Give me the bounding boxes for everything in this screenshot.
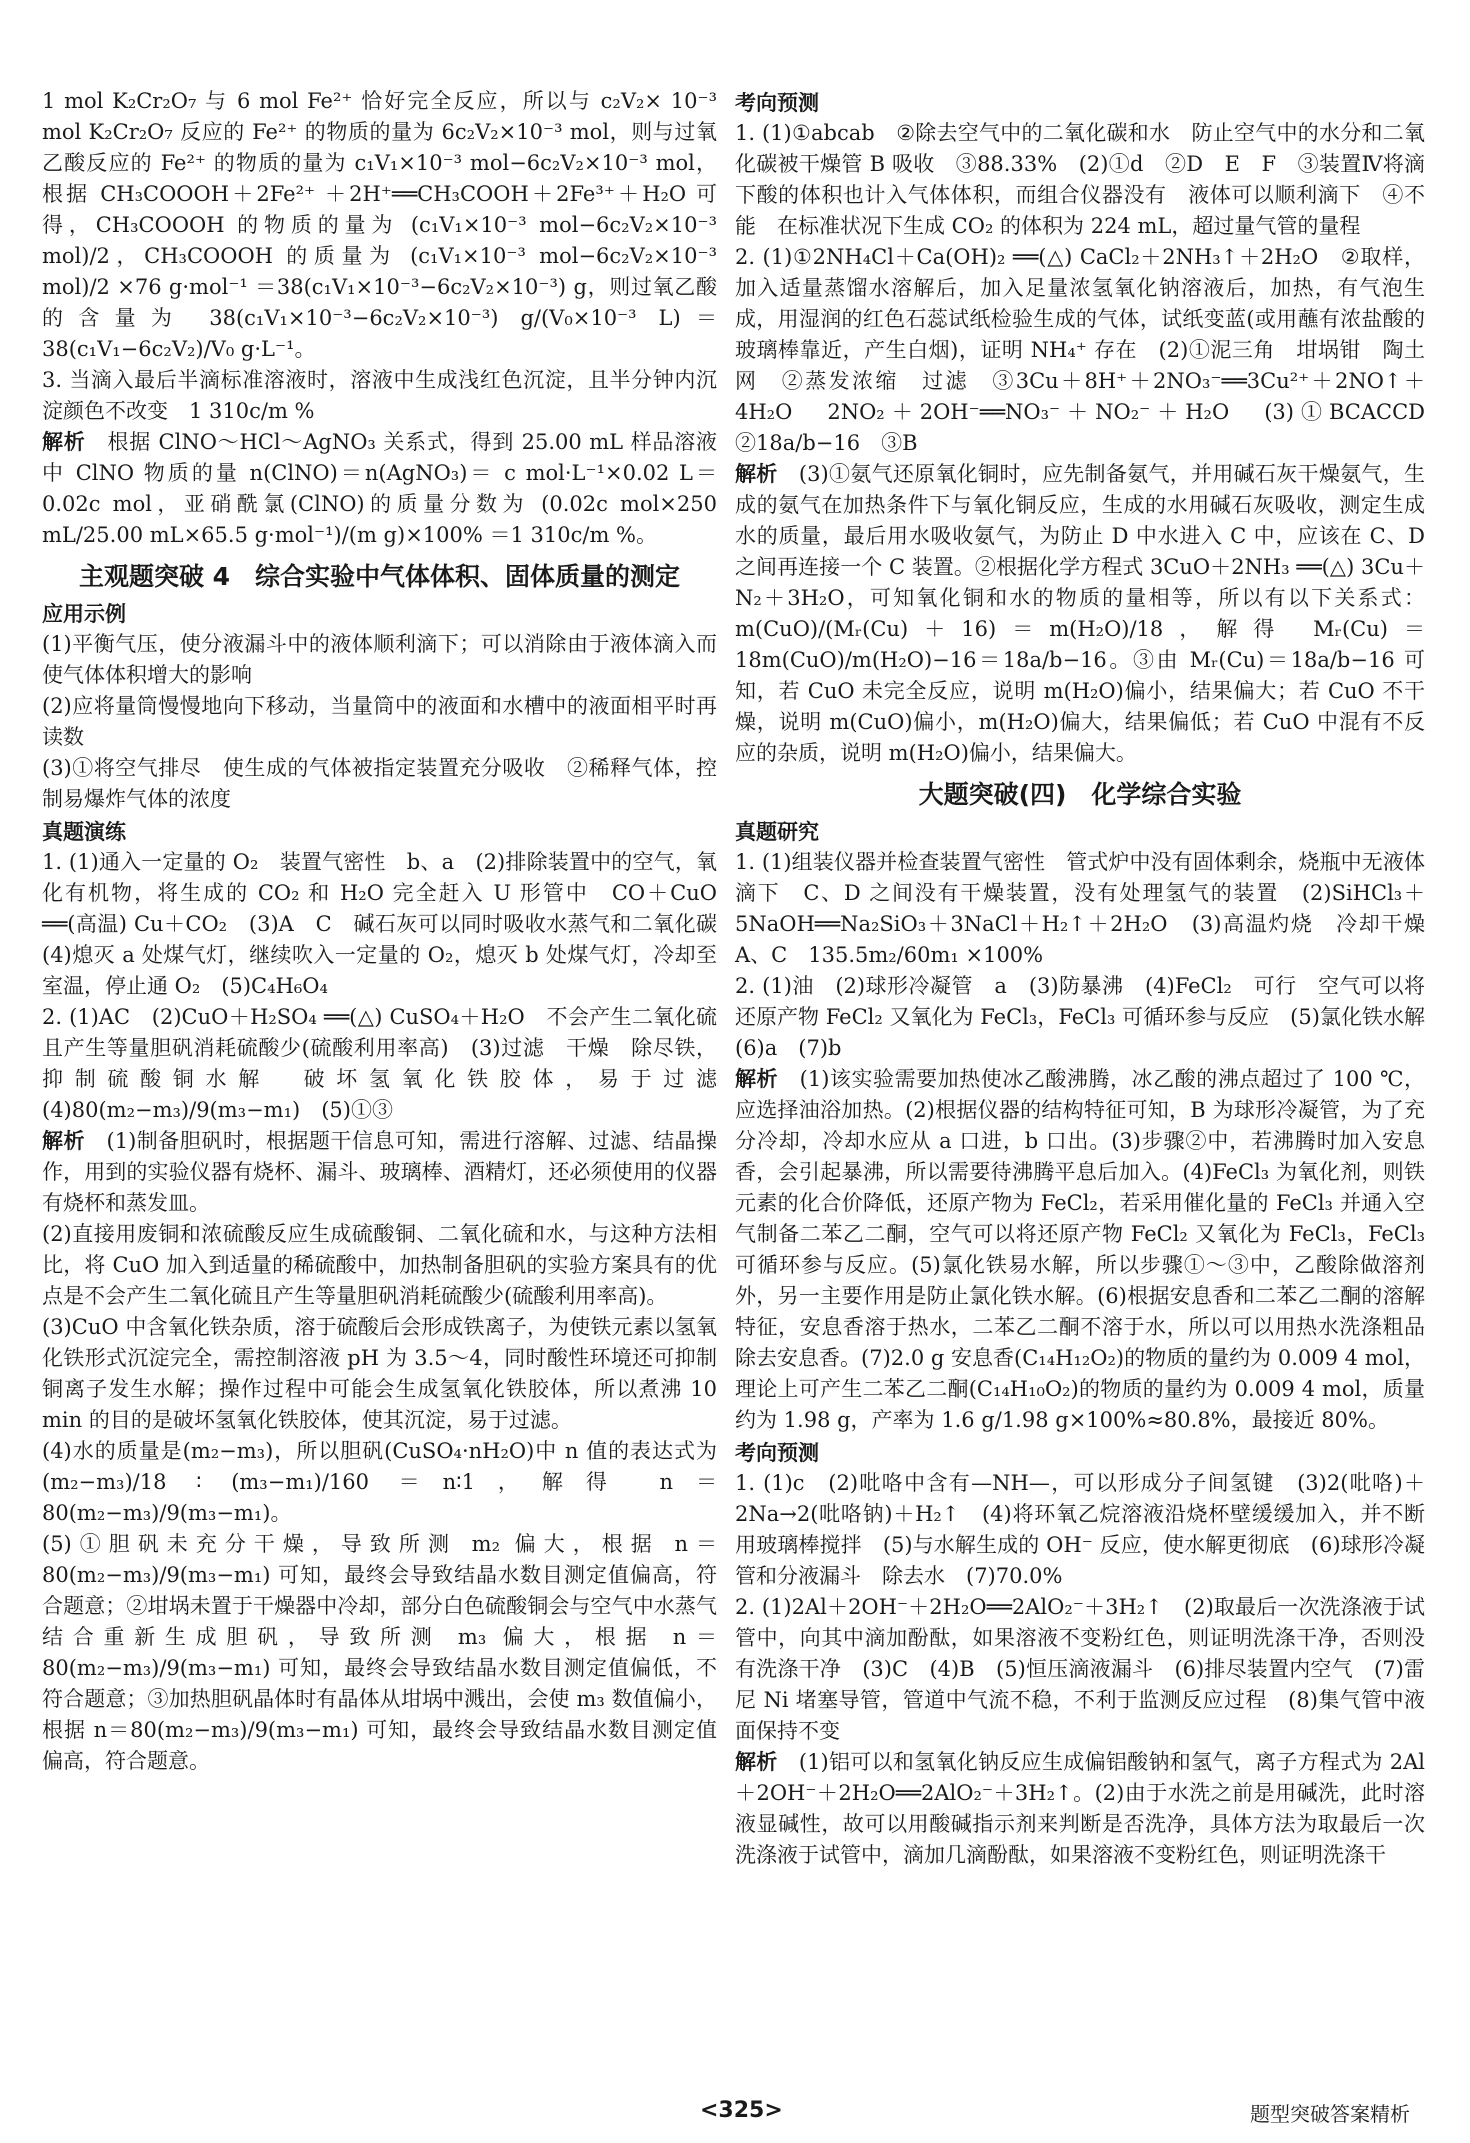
answer-paragraph: 3. 当滴入最后半滴标准溶液时，溶液中生成浅红色沉淀，且半分钟内沉淀颜色不改变 1 310c/m % xyxy=(42,368,717,423)
page-number: <325> xyxy=(700,2098,783,2123)
answer-paragraph: (3)CuO 中含氧化铁杂质，溶于硫酸后会形成铁离子，为使铁元素以氢氧化铁形式沉淀完全，需控制溶液 pH 为 3.5～4，同时酸性环境还可抑制铜离子发生水解；操作过程中可能会生成氢氧化铁胶体，所以煮沸 10 min 的目的是破坏氢氧化铁胶体，使其沉淀，易于过滤。 xyxy=(42,1315,724,1432)
answer-paragraph: 1. (1)①abcab ②除去空气中的二氧化碳和水 防止空气中的水分和二氧化碳被干燥管 B 吸收 ③88.33% (2)①d ②D E F ③装置Ⅳ将滴下酸的体积也计入气体体积，而组合仪器没有 液体可以顺利滴下 ④不能 在标准状况下生成 CO₂ 的体积为 224 mL，超过量气管的量程 xyxy=(735,121,1425,238)
section-heading: 主观题突破 4 综合实验中气体体积、固体质量的测定 xyxy=(78,562,681,591)
section-heading: 大题突破(四) 化学综合实验 xyxy=(918,780,1242,809)
answer-paragraph: 1. (1)通入一定量的 O₂ 装置气密性 b、a (2)排除装置中的空气，氧化有机物，将生成的 CO₂ 和 H₂O 完全赶入 U 形管中 CO＋CuO ══(高温) Cu＋CO₂ (3)A C 碱石灰可以同时吸收水蒸气和二氧化碳 (4)熄灭 a 处煤气灯，继续吹入一定量的 O₂，熄灭 b 处煤气灯，冷却至室温，停止通 O₂ (5)C₄H₆O₄ xyxy=(42,850,738,998)
footer-text: 题型突破答案精析 xyxy=(1250,2102,1410,2126)
subsection-label: 真题研究 xyxy=(735,820,819,844)
answer-paragraph: 2. (1)油 (2)球形冷凝管 a (3)防暴沸 (4)FeCl₂ 可行 空气可以将还原产物 FeCl₂ 又氧化为 FeCl₃，FeCl₃ 可循环参与反应 (5)氯化铁水解 (6)a (7)b xyxy=(735,974,1446,1060)
left-column xyxy=(42,86,738,1777)
analysis-text: (3)①氨气还原氧化铜时，应先制备氨气，并用碱石灰干燥氨气，生成的氨气在加热条件下与氧化铜反应，生成的水用碱石灰吸收，测定生成水的质量，最后用水吸收氨气，为防止 D 中水进入 C 中，应该在 C、D 之间再连接一个 C 装置。②根据化学方程式 3CuO＋2NH₃ ══(△) 3Cu＋N₂＋3H₂O，可知氧化铜和水的物质的量相等，所以有以下关系式：m(CuO)/(Mᵣ(Cu)＋16)＝m(H₂O)/18，解得 Mᵣ(Cu)＝18m(CuO)/m(H₂O)−16＝18a/b−16。③由 Mᵣ(Cu)＝18a/b−16 可知，若 CuO 未完全反应，说明 m(H₂O)偏小，结果偏大；若 CuO 不干燥，说明 m(CuO)偏小，m(H₂O)偏大，结果偏低；若 CuO 中混有不反应的杂质，说明 m(H₂O)偏小，结果偏大。 xyxy=(735,462,1432,765)
analysis-text: (1)铝可以和氢氧化钠反应生成偏铝酸钠和氢气，离子方程式为 2Al＋2OH⁻＋2H₂O══2AlO₂⁻＋3H₂↑。(2)由于水洗之前是用碱洗，此时溶液显碱性，故可以用酸碱指示剂来判断是否洗净，具体方法为取最后一次洗涤液于试管中，滴加几滴酚酞，如果溶液不变粉红色，则证明洗涤干 xyxy=(735,1750,1426,1867)
answer-paragraph: (5)①胆矾未充分干燥，导致所测 m₂ 偏大，根据 n＝80(m₂−m₃)/9(m₃−m₁) 可知，最终会导致结晶水数目测定值偏高，符合题意；②坩埚未置于干燥器中冷却，部分白色硫酸铜会与空气中水蒸气结合重新生成胆矾，导致所测 m₃ 偏大，根据 n＝80(m₂−m₃)/9(m₃−m₁) 可知，最终会导致结晶水数目测定值偏低，不符合题意；③加热胆矾晶体时有晶体从坩埚中溅出，会使 m₃ 数值偏小，根据 n＝80(m₂−m₃)/9(m₃−m₁) 可知，最终会导致结晶水数目测定值偏高，符合题意。 xyxy=(42,1532,717,1773)
analysis-text: 根据 ClNO～HCl～AgNO₃ 关系式，得到 25.00 mL 样品溶液中 ClNO 物质的量 n(ClNO)＝n(AgNO₃)＝ c mol·L⁻¹×0.02 L＝0.02c mol，亚硝酰氯(ClNO)的质量分数为 (0.02c mol×250 mL/25.00 mL×65.5 g·mol⁻¹)/(m g)×100% ＝1 310c/m %。 xyxy=(42,430,724,547)
answer-paragraph: 1 mol K₂Cr₂O₇ 与 6 mol Fe²⁺ 恰好完全反应，所以与 c₂V₂× 10⁻³ mol K₂Cr₂O₇ 反应的 Fe²⁺ 的物质的量为 6c₂V₂×10⁻³ mol，则与过氧乙酸反应的 Fe²⁺ 的物质的量为 c₁V₁×10⁻³ mol−6c₂V₂×10⁻³ mol，根据 CH₃COOOH＋2Fe²⁺ ＋2H⁺══CH₃COOH＋2Fe³⁺＋H₂O 可得，CH₃COOOH 的物质的量为 (c₁V₁×10⁻³ mol−6c₂V₂×10⁻³ mol)/2，CH₃COOOH 的质量为 (c₁V₁×10⁻³ mol−6c₂V₂×10⁻³ mol)/2 ×76 g·mol⁻¹ ＝38(c₁V₁×10⁻³−6c₂V₂×10⁻³) g，则过氧乙酸的含量为 38(c₁V₁×10⁻³−6c₂V₂×10⁻³) g/(V₀×10⁻³ L)＝38(c₁V₁−6c₂V₂)/V₀ g·L⁻¹。 xyxy=(42,89,724,361)
analysis-paragraph xyxy=(735,459,1432,769)
subsection-label: 考向预测 xyxy=(735,1441,819,1465)
analysis-text: (1)该实验需要加热使冰乙酸沸腾，冰乙酸的沸点超过了 100 ℃，应选择油浴加热。(2)根据仪器的结构特征可知，B 为球形冷凝管，为了充分冷却，冷却水应从 a 口进，b 口出。(3)步骤②中，若沸腾时加入安息香，会引起暴沸，所以需要待沸腾平息后加入。(4)FeCl₃ 为氧化剂，则铁元素的化合价降低，还原产物为 FeCl₂，若采用催化量的 FeCl₃ 并通入空气制备二苯乙二酮，空气可以将还原产物 FeCl₂ 又氧化为 FeCl₃，FeCl₃ 可循环参与反应。(5)氯化铁易水解，所以步骤①～③中，乙酸除做溶剂外，另一主要作用是防止氯化铁水解。(6)根据安息香和二苯乙二酮的溶解特征，安息香溶于热水，二苯乙二酮不溶于水，所以可以用热水洗涤粗品除去安息香。(7)2.0 g 安息香(C₁₄H₁₂O₂)的物质的量约为 0.009 4 mol，理论上可产生二苯乙二酮(C₁₄H₁₀O₂)的物质的量约为 0.009 4 mol，质量约为 1.98 g，产率为 1.6 g/1.98 g×100%≈80.8%，最接近 80%。 xyxy=(735,1067,1432,1432)
answer-paragraph: 1. (1)组装仪器并检查装置气密性 管式炉中没有固体剩余，烧瓶中无液体滴下 C、D 之间没有干燥装置，没有处理氢气的装置 (2)SiHCl₃＋5NaOH══Na₂SiO₃＋3NaCl＋H₂↑＋2H₂O (3)高温灼烧 冷却干燥 A、C 135.5m₂/60m₁ ×100% xyxy=(735,850,1446,967)
answer-paragraph: (2)直接用废铜和浓硫酸反应生成硫酸铜、二氧化硫和水，与这种方法相比，将 CuO 加入到适量的稀硫酸中，加热制备胆矾的实验方案具有的优点是不会产生二氧化硫且产生等量胆矾消耗硫酸少(硫酸利用率高)。 xyxy=(42,1222,717,1308)
answer-paragraph: (1)平衡气压，使分液漏斗中的液体顺利滴下；可以消除由于液体滴入而使气体体积增大的影响 xyxy=(42,632,717,687)
analysis-label: 解析 xyxy=(735,1067,779,1091)
analysis-paragraph xyxy=(42,1126,717,1219)
analysis-text: (1)制备胆矾时，根据题干信息可知，需进行溶解、过滤、结晶操作，用到的实验仪器有烧杯、漏斗、玻璃棒、酒精灯，还必须使用的仪器有烧杯和蒸发皿。 xyxy=(42,1129,718,1215)
analysis-label: 解析 xyxy=(42,430,86,454)
subsection-label: 真题演练 xyxy=(42,820,126,844)
analysis-label: 解析 xyxy=(735,1750,778,1774)
analysis-label: 解析 xyxy=(42,1129,86,1153)
analysis-paragraph xyxy=(735,1064,1432,1436)
answer-paragraph: (4)水的质量是(m₂−m₃)，所以胆矾(CuSO₄·nH₂O)中 n 值的表达式为 (m₂−m₃)/18 ∶ (m₃−m₁)/160 ＝n∶1，解得 n＝80(m₂−m₃)/9(m₃−m₁)。 xyxy=(42,1439,724,1525)
answer-paragraph: (3)①将空气排尽 使生成的气体被指定装置充分吸收 ②稀释气体，控制易爆炸气体的浓度 xyxy=(42,756,717,811)
footer xyxy=(0,2098,1470,2138)
answer-paragraph: 1. (1)c (2)吡咯中含有—NH—，可以形成分子间氢键 (3)2(吡咯)＋2Na→2(吡咯钠)＋H₂↑ (4)将环氧乙烷溶液沿烧杯壁缓缓加入，并不断用玻璃棒搅拌 (5)与水解生成的 OH⁻ 反应，使水解更彻底 (6)球形冷凝管和分液漏斗 除去水 (7)70.0% xyxy=(735,1471,1425,1588)
answer-paragraph: 2. (1)①2NH₄Cl＋Ca(OH)₂ ══(△) CaCl₂＋2NH₃↑＋2H₂O ②取样，加入适量蒸馏水溶解后，加入足量浓氢氧化钠溶液后，加热，有气泡生成，用湿润的红色石蕊试纸检验生成的气体，试纸变蓝(或用蘸有浓盐酸的玻璃棒靠近，产生白烟)，证明 NH₄⁺ 存在 (2)①泥三角 坩埚钳 陶土网 ②蒸发浓缩 过滤 ③3Cu＋8H⁺＋2NO₃⁻══3Cu²⁺＋2NO↑＋4H₂O 2NO₂＋2OH⁻══NO₃⁻＋NO₂⁻＋H₂O (3)①BCACCD ②18a/b−16 ③B xyxy=(735,245,1446,455)
analysis-paragraph xyxy=(42,427,724,551)
answer-paragraph: 2. (1)2Al＋2OH⁻＋2H₂O══2AlO₂⁻＋3H₂↑ (2)取最后一次洗涤液于试管中，向其中滴加酚酞，如果溶液不变粉红色，则证明洗涤干净，否则没有洗涤干净 (3)C (4)B (5)恒压滴液漏斗 (6)排尽装置内空气 (7)雷尼 Ni 堵塞导管，管道中气流不稳，不利于监测反应过程 (8)集气管中液面保持不变 xyxy=(735,1595,1425,1743)
analysis-label: 解析 xyxy=(735,462,778,486)
analysis-paragraph xyxy=(735,1747,1425,1871)
answer-paragraph: 2. (1)AC (2)CuO＋H₂SO₄ ══(△) CuSO₄＋H₂O 不会产生二氧化硫且产生等量胆矾消耗硫酸少(硫酸利用率高) (3)过滤 干燥 除尽铁，抑制硫酸铜水解 破坏氢氧化铁胶体，易于过滤 (4)80(m₂−m₃)/9(m₃−m₁) (5)①③ xyxy=(42,1005,738,1122)
subsection-label: 考向预测 xyxy=(735,91,819,115)
right-column xyxy=(735,86,1446,1871)
answer-paragraph: (2)应将量筒慢慢地向下移动，当量筒中的液面和水槽中的液面相平时再读数 xyxy=(42,694,717,749)
subsection-label: 应用示例 xyxy=(42,602,126,626)
